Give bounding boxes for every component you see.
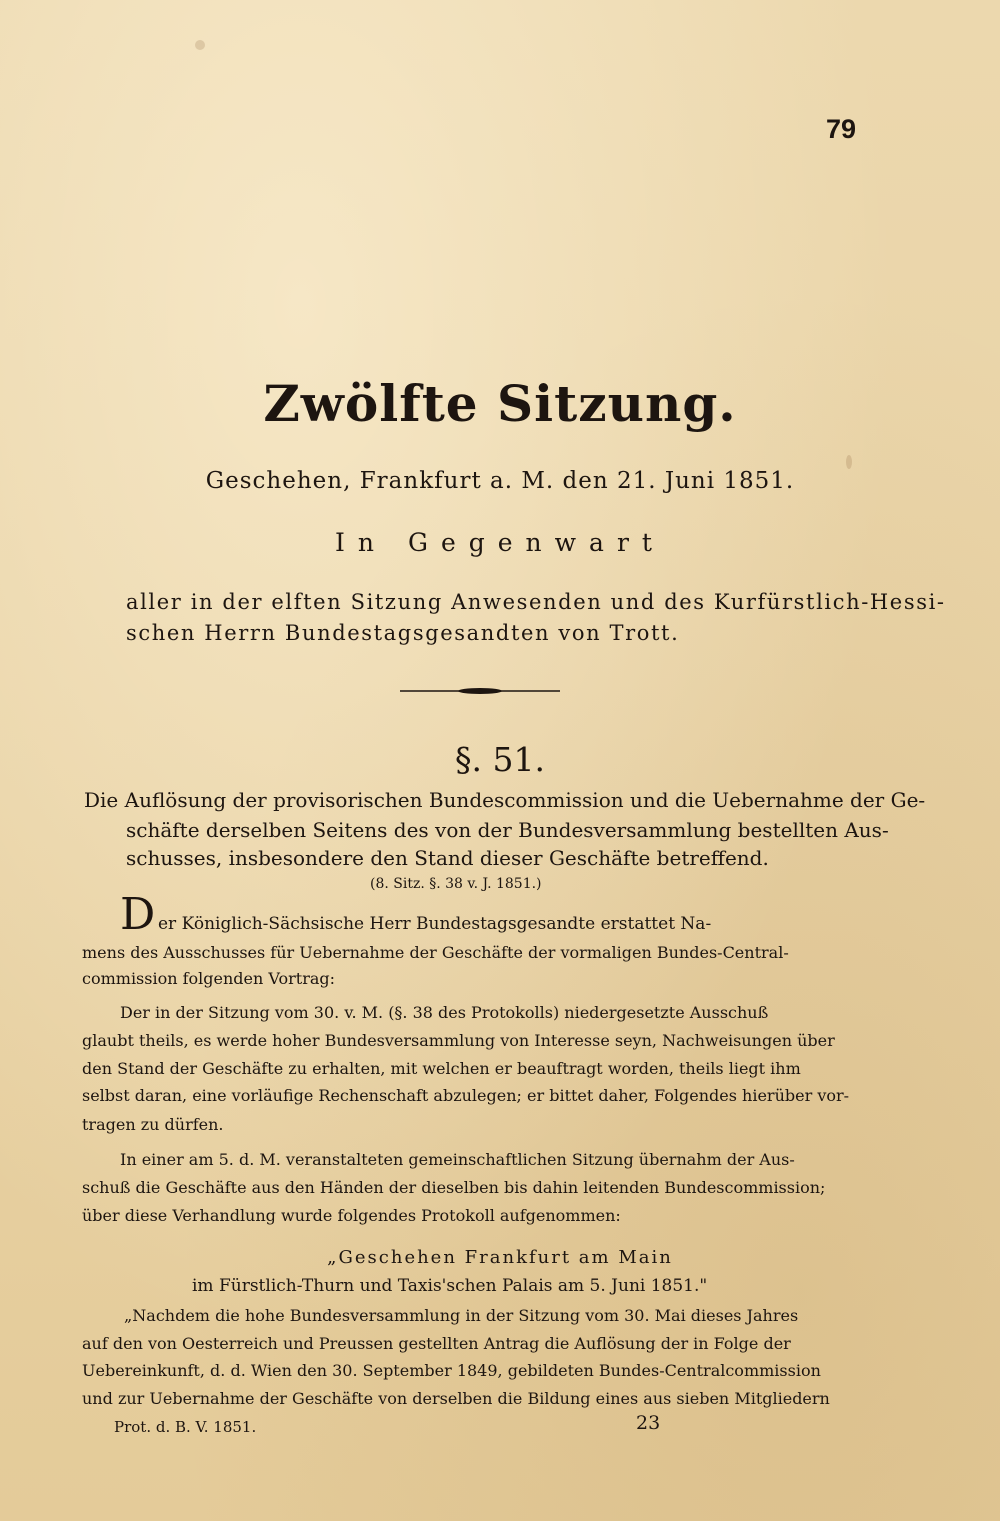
body-line: schuß die Geschäfte aus den Händen der dieselben bis dahin leitenden Bundescommission; [82, 1178, 826, 1197]
protocol-line: Uebereinkunft, d. d. Wien den 30. September 1849, gebildeten Bundes-Centralcommission [82, 1361, 821, 1380]
protocol-line: „Nachdem die hohe Bundesversammlung in der Sitzung vom 30. Mai dieses Jahres [124, 1306, 799, 1325]
page-number: 79 [826, 114, 857, 144]
presence-line: aller in der elften Sitzung Anwesenden und des Kurfürstlich-Hessi- [126, 590, 946, 614]
body-line: Der in der Sitzung vom 30. v. M. (§. 38 des Protokolls) niedergesetzte Ausschuß [120, 1003, 769, 1022]
protocol-line: auf den von Oesterreich und Preussen gestellten Antrag die Auflösung der in Folge der [82, 1334, 791, 1353]
ornamental-divider [400, 688, 560, 694]
session-title: Zwölfte Sitzung. [263, 374, 737, 433]
body-line: mens des Ausschusses für Uebernahme der Geschäfte der vormaligen Bundes-Central- [82, 943, 789, 962]
body-line: commission folgenden Vortrag: [82, 969, 336, 988]
sheet-number: 23 [636, 1412, 661, 1434]
body-line: er Königlich-Sächsische Herr Bundestagsgesandte erstattet Na- [158, 914, 712, 934]
body-line: den Stand der Geschäfte zu erhalten, mit welchen er beauftragt worden, theils liegt ihm [82, 1059, 801, 1078]
protocol-line: und zur Uebernahme der Geschäfte von derselben die Bildung eines aus sieben Mitgliedern [82, 1389, 830, 1408]
body-line: über diese Verhandlung wurde folgendes Protokoll aufgenommen: [82, 1206, 621, 1225]
reference-note: (8. Sitz. §. 38 v. J. 1851.) [370, 876, 542, 892]
footer-signature: Prot. d. B. V. 1851. [114, 1418, 257, 1436]
section-heading-line: Die Auflösung der provisorischen Bundescommission und die Uebernahme der Ge- [84, 788, 926, 812]
paragraph-number: §. 51. [455, 740, 545, 779]
paper-stain [195, 40, 205, 50]
presence-heading: In Gegenwart [335, 528, 665, 557]
body-line: tragen zu dürfen. [82, 1115, 224, 1134]
drop-cap: D [120, 889, 156, 940]
body-line: In einer am 5. d. M. veranstalteten gemeinschaftlichen Sitzung übernahm der Aus- [120, 1150, 795, 1169]
section-heading-line: schusses, insbesondere den Stand dieser Geschäfte betreffend. [126, 846, 769, 870]
protocol-heading: „Geschehen Frankfurt am Main [327, 1247, 673, 1268]
protocol-subheading: im Fürstlich-Thurn und Taxis'schen Palais am 5. Juni 1851." [192, 1276, 708, 1296]
body-line: glaubt theils, es werde hoher Bundesversammlung von Interesse seyn, Nachweisungen über [82, 1031, 835, 1050]
date-line: Geschehen, Frankfurt a. M. den 21. Juni 1851. [205, 468, 795, 494]
body-line: selbst daran, eine vorläufige Rechenschaft abzulegen; er bittet daher, Folgendes hierüber vor- [82, 1086, 850, 1105]
presence-line: schen Herrn Bundestagsgesandten von Trott. [126, 621, 680, 645]
section-heading-line: schäfte derselben Seitens des von der Bundesversammlung bestellten Aus- [126, 818, 889, 842]
paper-stain [846, 455, 852, 469]
